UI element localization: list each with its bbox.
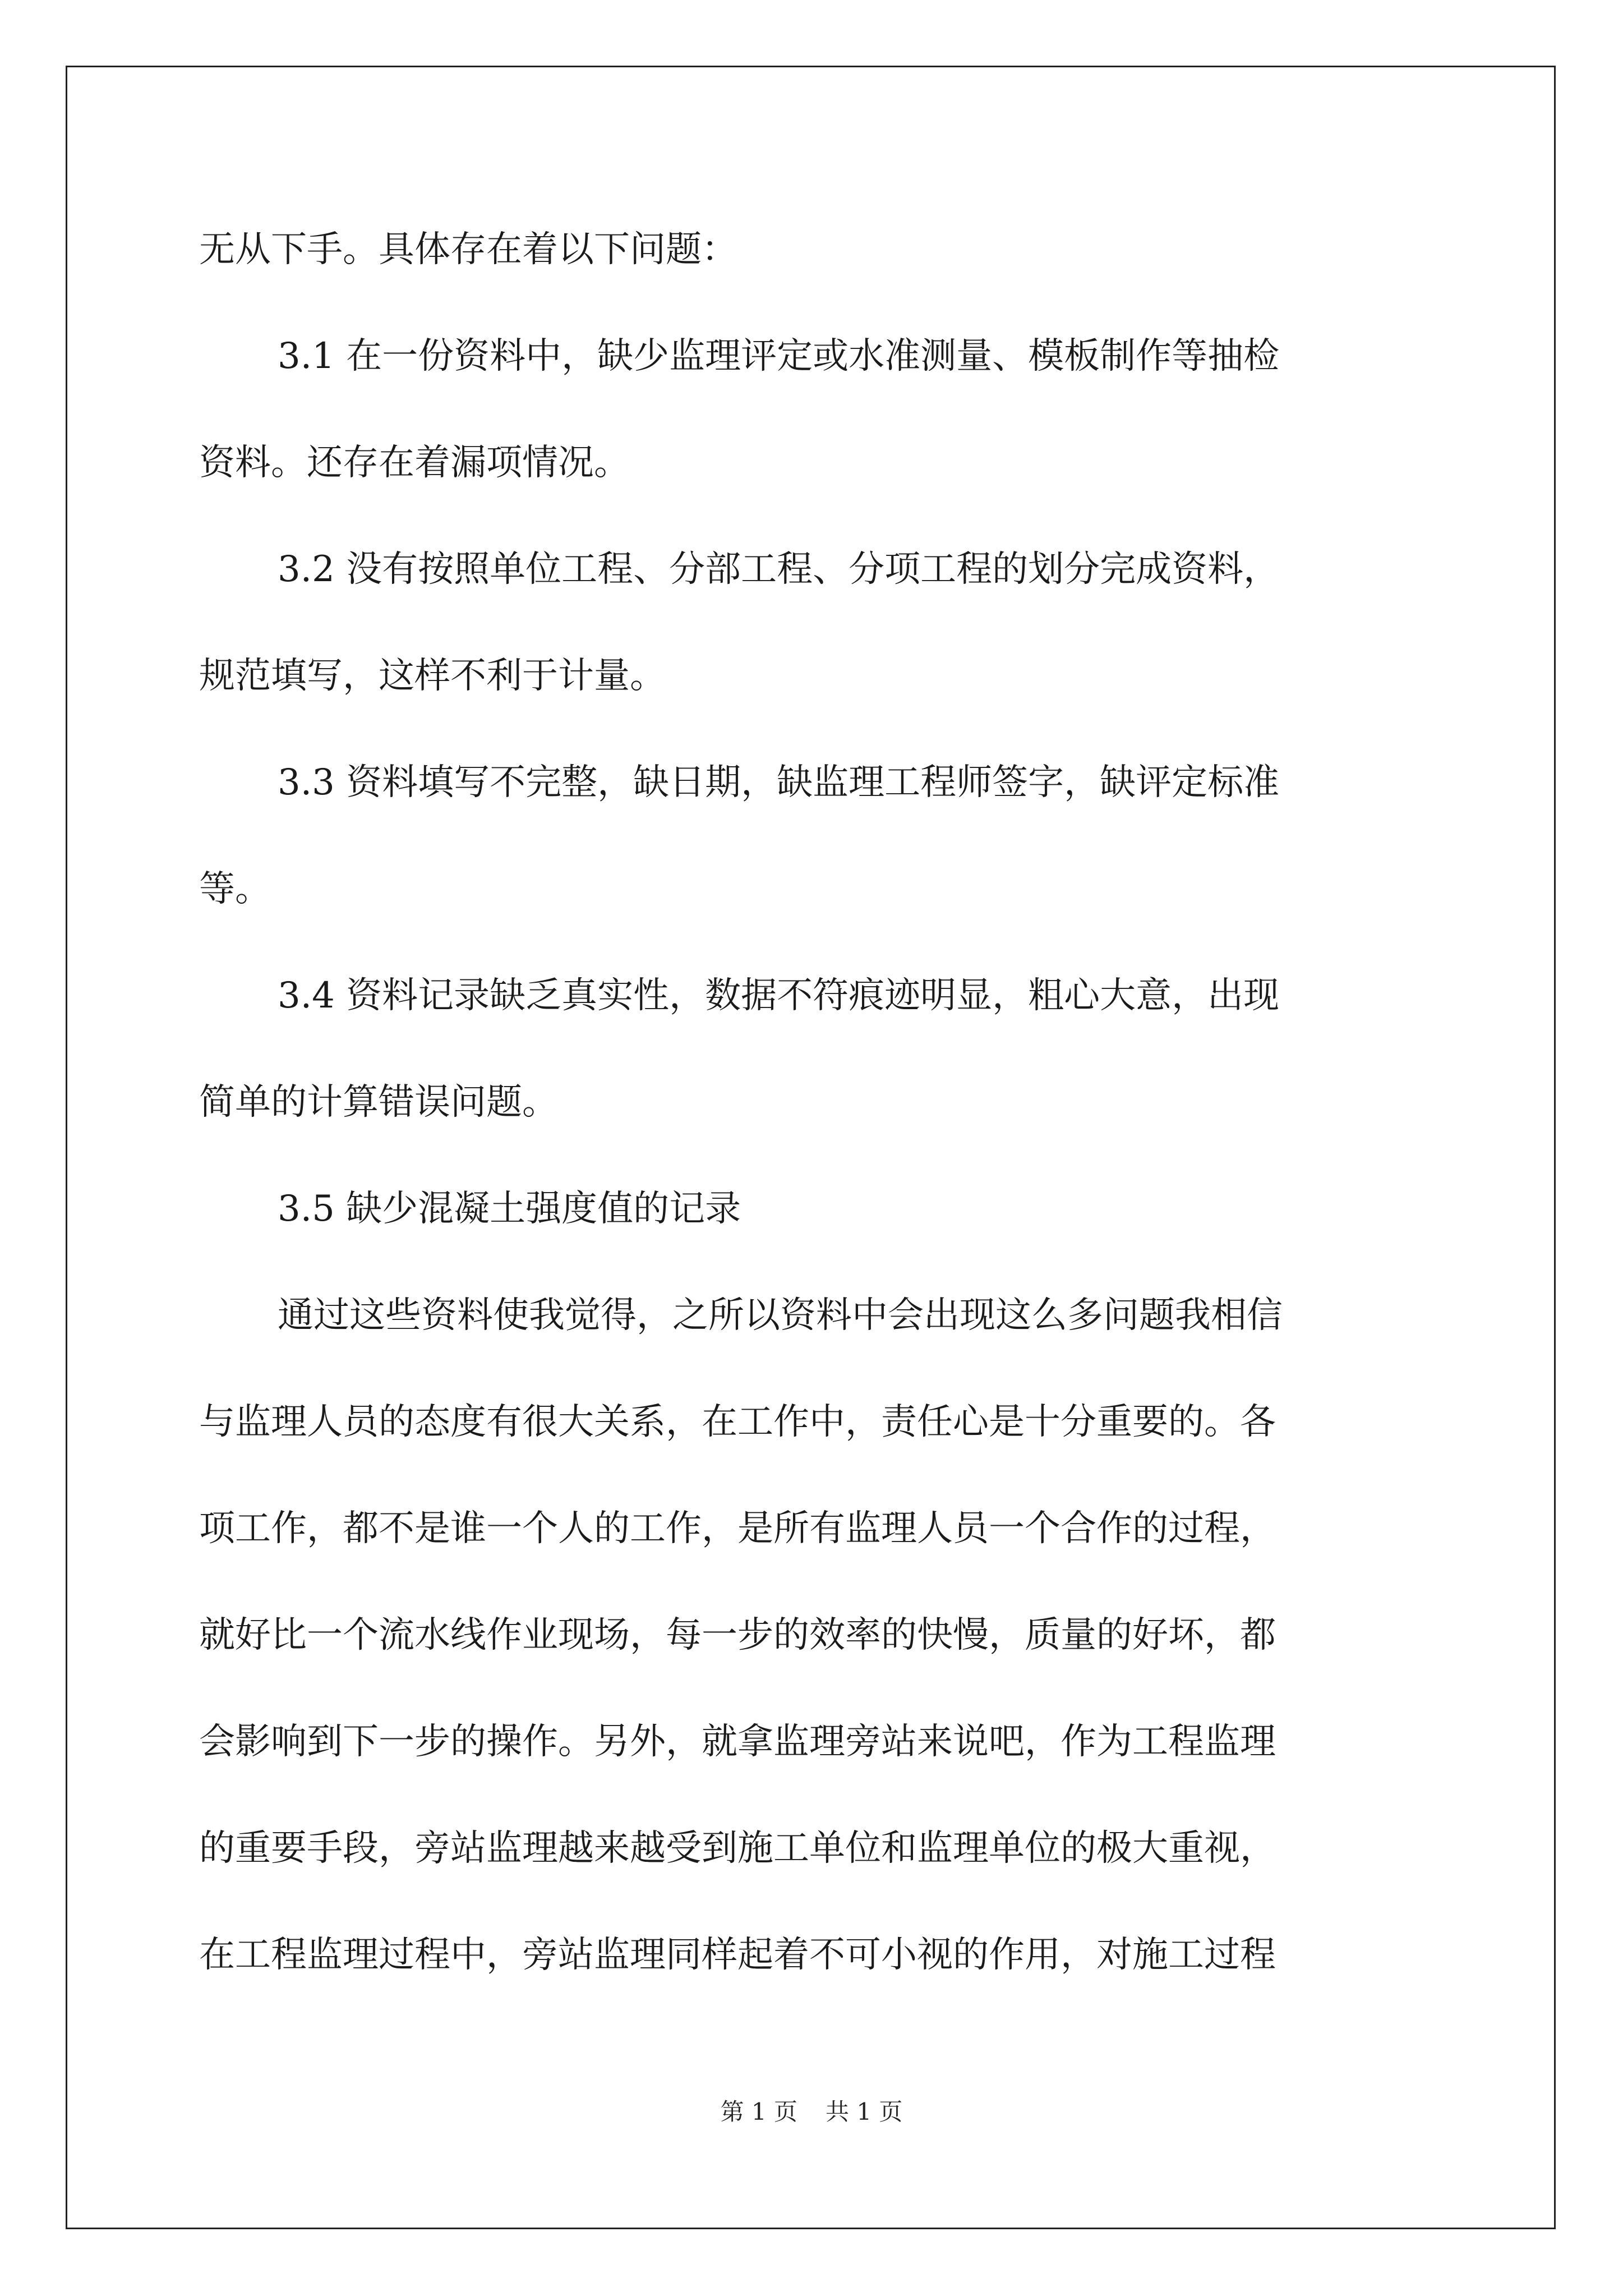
text-line-16: 的重要手段，旁站监理越来越受到施工单位和监理单位的极大重视， bbox=[199, 1828, 1276, 1869]
text-line-7: 等。 bbox=[199, 868, 271, 910]
text-line-14: 就好比一个流水线作业现场，每一步的效率的快慢，质量的好坏，都 bbox=[199, 1614, 1276, 1656]
text-line-10: 3.5 缺少混凝土强度值的记录 bbox=[278, 1188, 741, 1230]
page-footer bbox=[0, 2095, 1623, 2129]
document-body bbox=[199, 196, 1422, 2008]
text-line-6: 3.3 资料填写不完整，缺日期，缺监理工程师签字，缺评定标准 bbox=[278, 762, 1280, 803]
text-line-12: 与监理人员的态度有很大关系，在工作中，责任心是十分重要的。各 bbox=[199, 1401, 1276, 1443]
text-line-17: 在工程监理过程中，旁站监理同样起着不可小视的作用，对施工过程 bbox=[199, 1934, 1276, 1976]
text-line-2: 3.1 在一份资料中，缺少监理评定或水准测量、模板制作等抽检 bbox=[278, 335, 1280, 377]
text-line-8: 3.4 资料记录缺乏真实性，数据不符痕迹明显，粗心大意，出现 bbox=[278, 975, 1280, 1016]
text-line-9: 简单的计算错误问题。 bbox=[199, 1082, 558, 1123]
text-line-5: 规范填写，这样不利于计量。 bbox=[199, 655, 666, 697]
text-line-4: 3.2 没有按照单位工程、分部工程、分项工程的划分完成资料， bbox=[278, 549, 1280, 590]
text-line-1: 无从下手。具体存在着以下问题： bbox=[199, 229, 737, 270]
text-line-11: 通过这些资料使我觉得，之所以资料中会出现这么多问题我相信 bbox=[278, 1295, 1283, 1336]
text-line-15: 会影响到下一步的操作。另外，就拿监理旁站来说吧，作为工程监理 bbox=[199, 1721, 1276, 1763]
page-number: 第 1 页 bbox=[720, 2098, 797, 2125]
page-total: 共 1 页 bbox=[826, 2098, 903, 2125]
text-line-13: 项工作，都不是谁一个人的工作，是所有监理人员一个合作的过程， bbox=[199, 1508, 1276, 1549]
text-line-3: 资料。还存在着漏项情况。 bbox=[199, 442, 630, 484]
